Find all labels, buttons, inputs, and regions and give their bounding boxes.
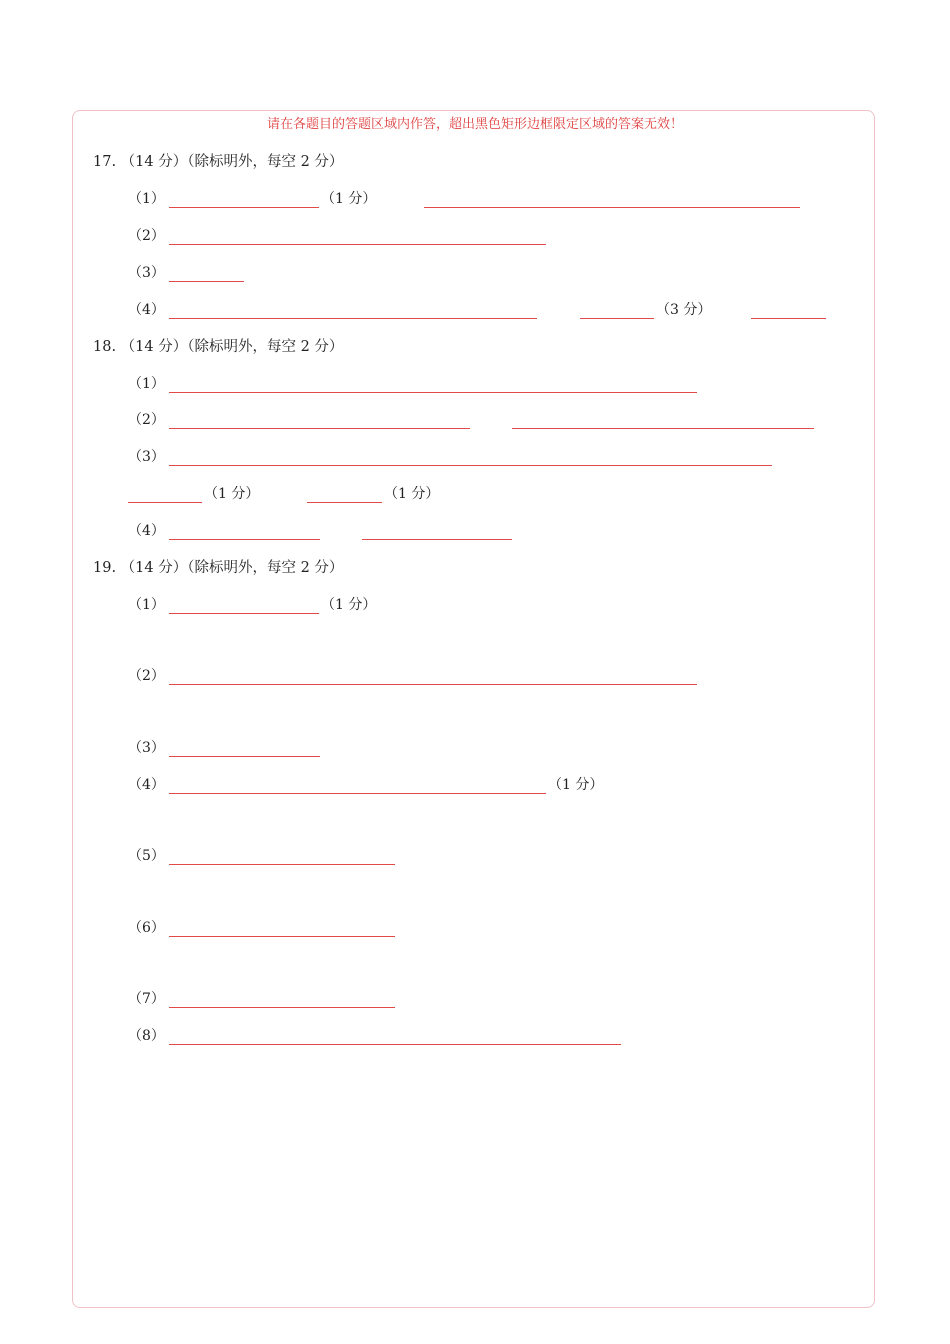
q17-part4-score: （3 分） — [656, 302, 712, 318]
q17-part1-score: （1 分） — [321, 191, 377, 207]
q17-part1-label: （1） — [128, 191, 165, 207]
q18-header: 18. （14 分）（除标明外，每空 2 分） — [93, 339, 344, 355]
q19-part1-score: （1 分） — [321, 597, 377, 613]
q19-part2-label: （2） — [128, 668, 165, 684]
q19-part4-score: （1 分） — [548, 777, 604, 793]
q19-part3-blank[interactable] — [169, 756, 320, 757]
q19-part7-blank[interactable] — [169, 1007, 395, 1008]
answer-area-frame — [72, 110, 875, 1308]
q18-part4-label: （4） — [128, 523, 165, 539]
q19-part6-label: （6） — [128, 920, 165, 936]
q17-part2-label: （2） — [128, 228, 165, 244]
q17-part4-label: （4） — [128, 302, 165, 318]
q17-part3-label: （3） — [128, 265, 165, 281]
q18-part3-blank-2[interactable] — [128, 502, 202, 503]
q18-part3-score-a: （1 分） — [204, 486, 260, 502]
q18-part1-label: （1） — [128, 376, 165, 392]
q18-part3-blank-1[interactable] — [169, 465, 772, 466]
q17-part4-blank-1[interactable] — [169, 318, 537, 319]
q18-part2-label: （2） — [128, 412, 165, 428]
q18-part3-label: （3） — [128, 449, 165, 465]
q18-part2-blank-2[interactable] — [512, 428, 814, 429]
q19-part7-label: （7） — [128, 991, 165, 1007]
q18-part3-score-b: （1 分） — [384, 486, 440, 502]
q19-part5-label: （5） — [128, 848, 165, 864]
q17-part4-blank-2[interactable] — [580, 318, 654, 319]
q17-part3-blank[interactable] — [169, 281, 244, 282]
q17-part2-blank[interactable] — [169, 244, 546, 245]
q19-header: 19. （14 分）（除标明外，每空 2 分） — [93, 560, 344, 576]
q18-part1-blank[interactable] — [169, 392, 697, 393]
q18-part4-blank-1[interactable] — [169, 539, 320, 540]
q19-part4-label: （4） — [128, 777, 165, 793]
q19-part5-blank[interactable] — [169, 864, 395, 865]
q19-part1-label: （1） — [128, 597, 165, 613]
q19-part6-blank[interactable] — [169, 936, 395, 937]
q19-part8-label: （8） — [128, 1028, 165, 1044]
q18-part2-blank-1[interactable] — [169, 428, 470, 429]
q19-part1-blank[interactable] — [169, 613, 319, 614]
q19-part2-blank[interactable] — [169, 684, 697, 685]
q18-part3-blank-3[interactable] — [307, 502, 382, 503]
q19-part4-blank[interactable] — [169, 793, 546, 794]
q17-part1-blank-1[interactable] — [169, 207, 319, 208]
q17-part4-blank-3[interactable] — [751, 318, 826, 319]
q19-part8-blank[interactable] — [169, 1044, 621, 1045]
q17-part1-blank-2[interactable] — [424, 207, 800, 208]
q18-part4-blank-2[interactable] — [362, 539, 512, 540]
q17-header: 17. （14 分）（除标明外，每空 2 分） — [93, 154, 344, 170]
answer-area-notice: 请在各题目的答题区域内作答，超出黑色矩形边框限定区域的答案无效！ — [266, 117, 683, 132]
q19-part3-label: （3） — [128, 740, 165, 756]
